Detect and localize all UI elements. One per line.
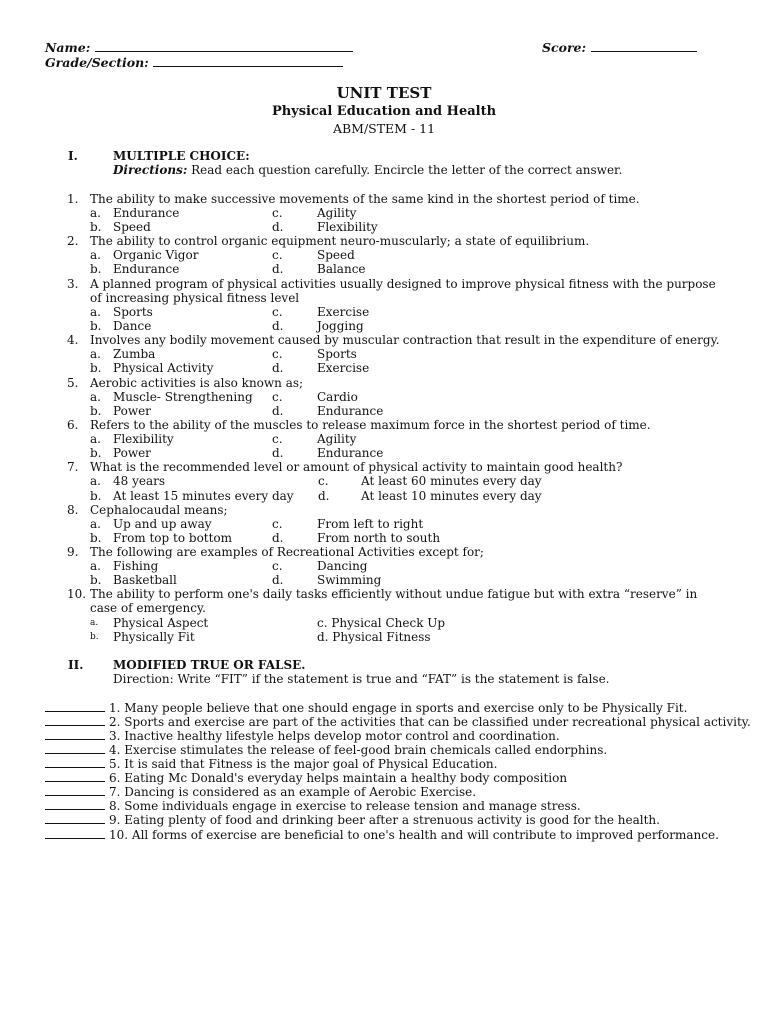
option-letter-d[interactable]: d. — [272, 531, 284, 545]
option-letter-c[interactable]: c. — [272, 559, 283, 573]
option-letter-b[interactable]: b. — [90, 262, 102, 276]
option-letter-b[interactable]: b. — [90, 632, 99, 642]
option-letter-d[interactable]: d. — [318, 489, 330, 503]
part1-directions-label: Directions: — [113, 163, 188, 177]
grade-section-blank[interactable] — [153, 55, 343, 67]
option-letter-d[interactable]: d. — [272, 220, 284, 234]
page-title: UNIT TEST — [336, 84, 432, 102]
option-a[interactable]: Up and up away — [113, 517, 212, 531]
option-c[interactable]: Agility — [317, 206, 357, 220]
part2-numeral: II. — [68, 658, 84, 672]
option-letter-c[interactable]: c. — [272, 517, 283, 531]
option-b[interactable]: Basketball — [113, 573, 177, 587]
question-number: 9. — [67, 545, 79, 559]
part1-numeral: I. — [68, 149, 78, 163]
option-letter-b[interactable]: b. — [90, 220, 102, 234]
score-blank[interactable] — [591, 40, 697, 52]
option-letter-b[interactable]: b. — [90, 573, 102, 587]
question-number: 2. — [67, 234, 79, 248]
tf-item-7 — [45, 785, 476, 799]
question-text: The following are examples of Recreational Activities except for; — [90, 545, 484, 559]
option-letter-a[interactable]: a. — [90, 618, 99, 628]
tf-statement: 9. Eating plenty of food and drinking beer after a strenuous activity is good for the health. — [109, 813, 660, 827]
score-field — [542, 40, 697, 55]
option-letter-d[interactable]: d. — [272, 446, 284, 460]
option-c[interactable]: Dancing — [317, 559, 368, 573]
answer-blank[interactable] — [45, 813, 105, 824]
grade-section-field — [45, 55, 343, 70]
part1-directions — [113, 163, 622, 177]
strand-title: ABM/STEM - 11 — [332, 121, 436, 136]
answer-blank[interactable] — [45, 729, 105, 740]
option-letter-c[interactable]: c. — [272, 248, 283, 262]
option-letter-b[interactable]: b. — [90, 319, 102, 333]
answer-blank[interactable] — [45, 828, 105, 839]
option-letter-a[interactable]: a. — [90, 432, 101, 446]
option-letter-d[interactable]: d. — [272, 361, 284, 375]
tf-statement: 2. Sports and exercise are part of the activities that can be classified under recreational physical activity. — [109, 715, 751, 729]
option-letter-d[interactable]: d. — [272, 404, 284, 418]
question-text: Aerobic activities is also known as; — [90, 376, 304, 390]
question-text: The ability to control organic equipment neuro-muscularly; a state of equilibrium. — [90, 234, 590, 248]
option-letter-a[interactable]: a. — [90, 559, 101, 573]
name-field — [45, 40, 353, 55]
option-a[interactable]: Zumba — [113, 347, 156, 361]
option-letter-b[interactable]: b. — [90, 446, 102, 460]
option-d[interactable]: d. Physical Fitness — [317, 630, 431, 644]
option-letter-c[interactable]: c. — [272, 347, 283, 361]
question-number: 6. — [67, 418, 79, 432]
tf-item-6 — [45, 771, 567, 785]
option-d[interactable]: Balance — [317, 262, 366, 276]
part2-title: MODIFIED TRUE OR FALSE. — [113, 658, 306, 672]
question-text: Involves any bodily movement caused by muscular contraction that result in the expenditure of energy. — [90, 333, 720, 347]
option-b[interactable]: Physically Fit — [113, 630, 195, 644]
option-c[interactable]: c. Physical Check Up — [317, 616, 446, 630]
option-letter-b[interactable]: b. — [90, 404, 102, 418]
option-a[interactable]: Endurance — [113, 206, 180, 220]
question-text: Cephalocaudal means; — [90, 503, 228, 517]
question-number: 10. — [67, 587, 87, 601]
option-a[interactable]: Muscle- Strengthening — [113, 390, 253, 404]
question-number: 4. — [67, 333, 79, 347]
option-c[interactable]: Sports — [317, 347, 357, 361]
tf-statement: 3. Inactive healthy lifestyle helps develop motor control and coordination. — [109, 729, 560, 743]
option-b[interactable]: Speed — [113, 220, 151, 234]
answer-blank[interactable] — [45, 757, 105, 768]
option-c[interactable]: From left to right — [317, 517, 424, 531]
option-d[interactable]: From north to south — [317, 531, 441, 545]
answer-blank[interactable] — [45, 799, 105, 810]
option-letter-a[interactable]: a. — [90, 248, 101, 262]
option-a[interactable]: Fishing — [113, 559, 159, 573]
tf-statement: 4. Exercise stimulates the release of feel-good brain chemicals called endorphins. — [109, 743, 608, 757]
option-d[interactable]: Jogging — [317, 319, 364, 333]
tf-item-9 — [45, 813, 660, 827]
option-b[interactable]: Power — [113, 404, 151, 418]
tf-item-2 — [45, 715, 751, 729]
part1-heading — [68, 149, 368, 163]
option-letter-d[interactable]: d. — [272, 262, 284, 276]
tf-statement: 5. It is said that Fitness is the major goal of Physical Education. — [109, 757, 498, 771]
option-d[interactable]: At least 10 minutes every day — [361, 489, 542, 503]
answer-blank[interactable] — [45, 771, 105, 782]
question-text: A planned program of physical activities usually designed to improve physical fitness with the purpose of increasing physical fitness level — [90, 277, 716, 305]
option-a[interactable]: 48 years — [113, 474, 166, 488]
question-text: What is the recommended level or amount of physical activity to maintain good health? — [90, 460, 623, 474]
option-letter-d[interactable]: d. — [272, 573, 284, 587]
option-letter-d[interactable]: d. — [272, 319, 284, 333]
tf-item-4 — [45, 743, 607, 757]
grade-section-label: Grade/Section: — [45, 55, 149, 70]
part1-title: MULTIPLE CHOICE: — [113, 149, 250, 163]
tf-item-5 — [45, 757, 497, 771]
option-letter-b[interactable]: b. — [90, 531, 102, 545]
part2-directions: Direction: Write “FIT” if the statement is true and “FAT” is the statement is false. — [113, 672, 610, 686]
option-letter-c[interactable]: c. — [272, 432, 283, 446]
option-d[interactable]: Swimming — [317, 573, 382, 587]
option-letter-c[interactable]: c. — [272, 390, 283, 404]
option-letter-a[interactable]: a. — [90, 474, 101, 488]
answer-blank[interactable] — [45, 715, 105, 726]
tf-statement: 10. All forms of exercise are beneficial to one's health and will contribute to improved performance. — [109, 828, 719, 842]
option-letter-c[interactable]: c. — [272, 206, 283, 220]
option-a[interactable]: Organic Vigor — [113, 248, 199, 262]
option-letter-a[interactable]: a. — [90, 305, 101, 319]
question-number: 3. — [67, 277, 79, 291]
answer-blank[interactable] — [45, 785, 105, 796]
option-letter-a[interactable]: a. — [90, 517, 101, 531]
answer-blank[interactable] — [45, 743, 105, 754]
option-c[interactable]: Cardio — [317, 390, 358, 404]
tf-item-10 — [45, 828, 719, 842]
option-b[interactable]: From top to bottom — [113, 531, 233, 545]
option-b[interactable]: At least 15 minutes every day — [113, 489, 294, 503]
tf-item-3 — [45, 729, 560, 743]
option-c[interactable]: Speed — [317, 248, 355, 262]
option-d[interactable]: Endurance — [317, 404, 384, 418]
option-a[interactable]: Physical Aspect — [113, 616, 209, 630]
tf-statement: 8. Some individuals engage in exercise to release tension and manage stress. — [109, 799, 581, 813]
tf-item-8 — [45, 799, 581, 813]
option-b[interactable]: Dance — [113, 319, 152, 333]
option-letter-c[interactable]: c. — [318, 474, 329, 488]
option-b[interactable]: Endurance — [113, 262, 180, 276]
option-c[interactable]: Agility — [317, 432, 357, 446]
subject-title: Physical Education and Health — [271, 104, 497, 119]
option-c[interactable]: At least 60 minutes every day — [361, 474, 542, 488]
question-number: 5. — [67, 376, 79, 390]
question-number: 7. — [67, 460, 79, 474]
option-letter-b[interactable]: b. — [90, 489, 102, 503]
name-blank[interactable] — [95, 40, 353, 52]
name-label: Name: — [45, 40, 91, 55]
option-d[interactable]: Endurance — [317, 446, 384, 460]
option-b[interactable]: Power — [113, 446, 151, 460]
tf-statement: 7. Dancing is considered as an example of Aerobic Exercise. — [109, 785, 477, 799]
option-letter-a[interactable]: a. — [90, 390, 101, 404]
question-number: 1. — [67, 192, 79, 206]
tf-statement: 1. Many people believe that one should engage in sports and exercise only to be Physically Fit. — [109, 701, 688, 715]
option-b[interactable]: Physical Activity — [113, 361, 214, 375]
option-a[interactable]: Flexibility — [113, 432, 174, 446]
part2-heading — [68, 658, 368, 672]
option-a[interactable]: Sports — [113, 305, 153, 319]
option-letter-c[interactable]: c. — [272, 305, 283, 319]
option-d[interactable]: Exercise — [317, 361, 370, 375]
option-letter-b[interactable]: b. — [90, 361, 102, 375]
tf-item-1 — [45, 701, 687, 715]
answer-blank[interactable] — [45, 701, 105, 712]
score-label: Score: — [542, 40, 587, 55]
option-letter-a[interactable]: a. — [90, 347, 101, 361]
question-text: The ability to perform one's daily tasks efficiently without undue fatigue but with extra “reserve” in case of emergency. — [90, 587, 698, 615]
question-text: Refers to the ability of the muscles to release maximum force in the shortest period of time. — [90, 418, 651, 432]
option-letter-a[interactable]: a. — [90, 206, 101, 220]
part1-directions-text: Read each question carefully. Encircle the letter of the correct answer. — [187, 163, 623, 177]
question-text: The ability to make successive movements of the same kind in the shortest period of time. — [90, 192, 640, 206]
question-number: 8. — [67, 503, 79, 517]
option-d[interactable]: Flexibility — [317, 220, 378, 234]
option-c[interactable]: Exercise — [317, 305, 370, 319]
tf-statement: 6. Eating Mc Donald's everyday helps maintain a healthy body composition — [109, 771, 568, 785]
